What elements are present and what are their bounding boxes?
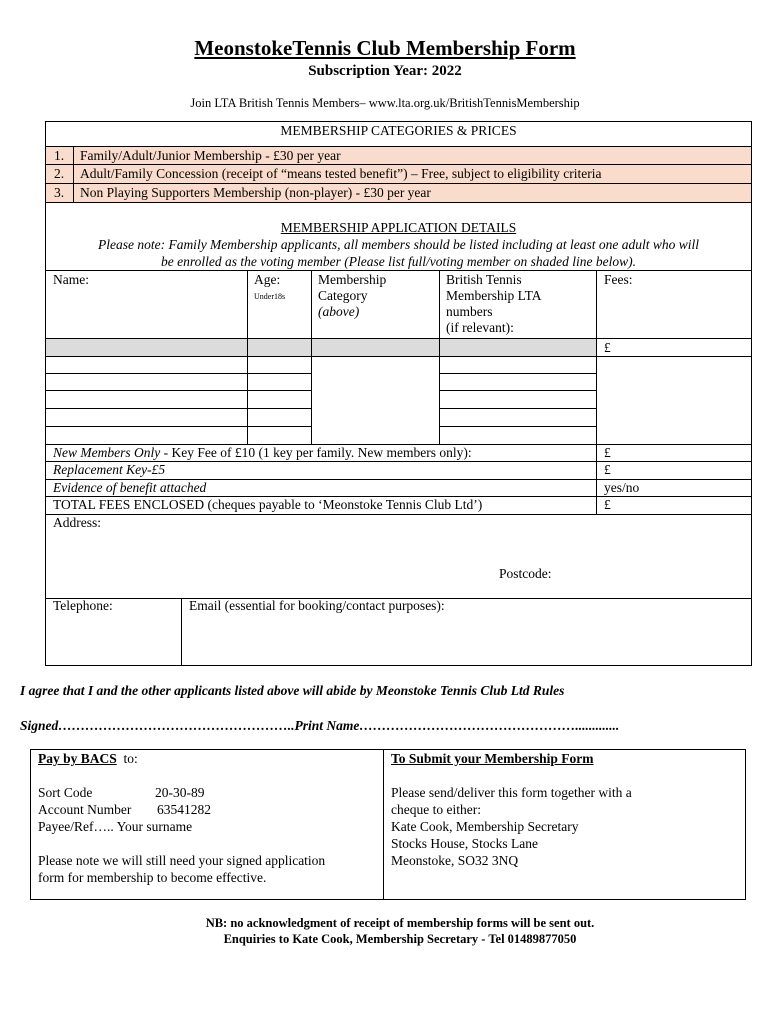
evidence-label: Evidence of benefit attached <box>53 480 207 495</box>
col-name: Name: <box>53 272 89 287</box>
voting-member-lta-cell[interactable] <box>440 339 596 356</box>
account-number-label: Account Number <box>38 802 132 817</box>
category-num-1: 1. <box>54 148 65 163</box>
bacs-heading: Pay by BACS to: <box>38 751 138 766</box>
submit-line4: Stocks House, Stocks Lane <box>391 836 538 851</box>
col-lta-l2: Membership LTA <box>446 288 542 303</box>
applicant-row-2[interactable] <box>46 357 247 373</box>
address-label: Address: <box>53 515 101 530</box>
col-age: Age: <box>254 272 281 287</box>
telephone-label: Telephone: <box>53 598 113 613</box>
address-field[interactable] <box>46 533 751 597</box>
col-lta-l4: (if relevant): <box>446 320 514 335</box>
application-note-line1: Please note: Family Membership applicants, all members should be listed including at least one adult who will <box>97 237 700 252</box>
total-fees-value[interactable]: £ <box>604 497 611 512</box>
submit-line5: Meonstoke, SO32 3NQ <box>391 853 519 868</box>
submit-line2: cheque to either: <box>391 802 481 817</box>
form-title: MeonstokeTennis Club Membership Form <box>194 36 576 60</box>
signature-line[interactable]: Signed……………………………………………..Print Name…………………………………………............. <box>20 718 620 733</box>
col-category-l3: (above) <box>318 304 360 319</box>
col-lta-l1: British Tennis <box>446 272 522 287</box>
application-heading: MEMBERSHIP APPLICATION DETAILS <box>280 220 517 235</box>
col-lta-l3: numbers <box>446 304 493 319</box>
email-field[interactable] <box>182 616 750 664</box>
voting-member-age-cell[interactable] <box>248 339 311 356</box>
replacement-key-label: Replacement Key-£5 <box>53 462 166 477</box>
bacs-note-line1: Please note we will still need your signed application <box>38 853 326 868</box>
bacs-note-line2: form for membership to become effective. <box>38 870 267 885</box>
category-num-2: 2. <box>54 166 65 181</box>
applicant-row-3[interactable] <box>46 374 247 390</box>
evidence-value[interactable]: yes/no <box>604 480 640 495</box>
col-fees: Fees: <box>604 272 633 287</box>
sort-code-value: 20-30-89 <box>155 785 205 800</box>
category-num-3: 3. <box>54 185 65 200</box>
voting-member-name-cell[interactable] <box>46 339 247 356</box>
category-label-3: Non Playing Supporters Membership (non-player) - £30 per year <box>80 185 431 200</box>
subscription-year: Subscription Year: 2022 <box>308 63 462 79</box>
voting-member-fee[interactable]: £ <box>604 340 611 355</box>
key-fee-value[interactable]: £ <box>604 445 611 460</box>
telephone-field[interactable] <box>46 616 180 664</box>
category-label-2: Adult/Family Concession (receipt of “means tested benefit”) – Free, subject to eligibility criteria <box>80 166 602 181</box>
voting-member-category-cell[interactable] <box>312 339 439 356</box>
applicant-row-5[interactable] <box>46 409 247 425</box>
col-age-sub: Under18s <box>254 292 286 301</box>
replacement-key-value[interactable]: £ <box>604 462 611 477</box>
applicant-row-4[interactable] <box>46 391 247 407</box>
key-fee-label: New Members Only - Key Fee of £10 (1 key per family. New members only): <box>53 445 472 460</box>
application-note-line2: be enrolled as the voting member (Please list full/voting member on shaded line below). <box>161 254 636 269</box>
agreement-statement: I agree that I and the other applicants listed above will abide by Meonstoke Tennis Club Ltd Rules <box>20 683 565 698</box>
submit-heading: To Submit your Membership Form <box>391 751 594 766</box>
enquiries-line: Enquiries to Kate Cook, Membership Secretary - Tel 01489877050 <box>223 932 577 946</box>
categories-heading: MEMBERSHIP CATEGORIES & PRICES <box>280 123 517 138</box>
lta-link-line: Join LTA British Tennis Members– www.lta.org.uk/BritishTennisMembership <box>190 96 580 110</box>
applicant-row-6[interactable] <box>46 427 247 443</box>
nb-note: NB: no acknowledgment of receipt of membership forms will be sent out. <box>205 916 595 930</box>
sort-code-label: Sort Code <box>38 785 93 800</box>
submit-line3: Kate Cook, Membership Secretary <box>391 819 579 834</box>
col-category-l2: Category <box>318 288 368 303</box>
col-category-l1: Membership <box>318 272 387 287</box>
account-number-value: 63541282 <box>157 802 211 817</box>
submit-line1: Please send/deliver this form together with a <box>391 785 632 800</box>
postcode-label: Postcode: <box>499 566 552 581</box>
email-label: Email (essential for booking/contact purposes): <box>189 598 445 613</box>
total-fees-label: TOTAL FEES ENCLOSED (cheques payable to ‘Meonstoke Tennis Club Ltd’) <box>53 497 483 512</box>
payee-ref: Payee/Ref….. Your surname <box>38 819 193 834</box>
category-label-1: Family/Adult/Junior Membership - £30 per year <box>80 148 341 163</box>
